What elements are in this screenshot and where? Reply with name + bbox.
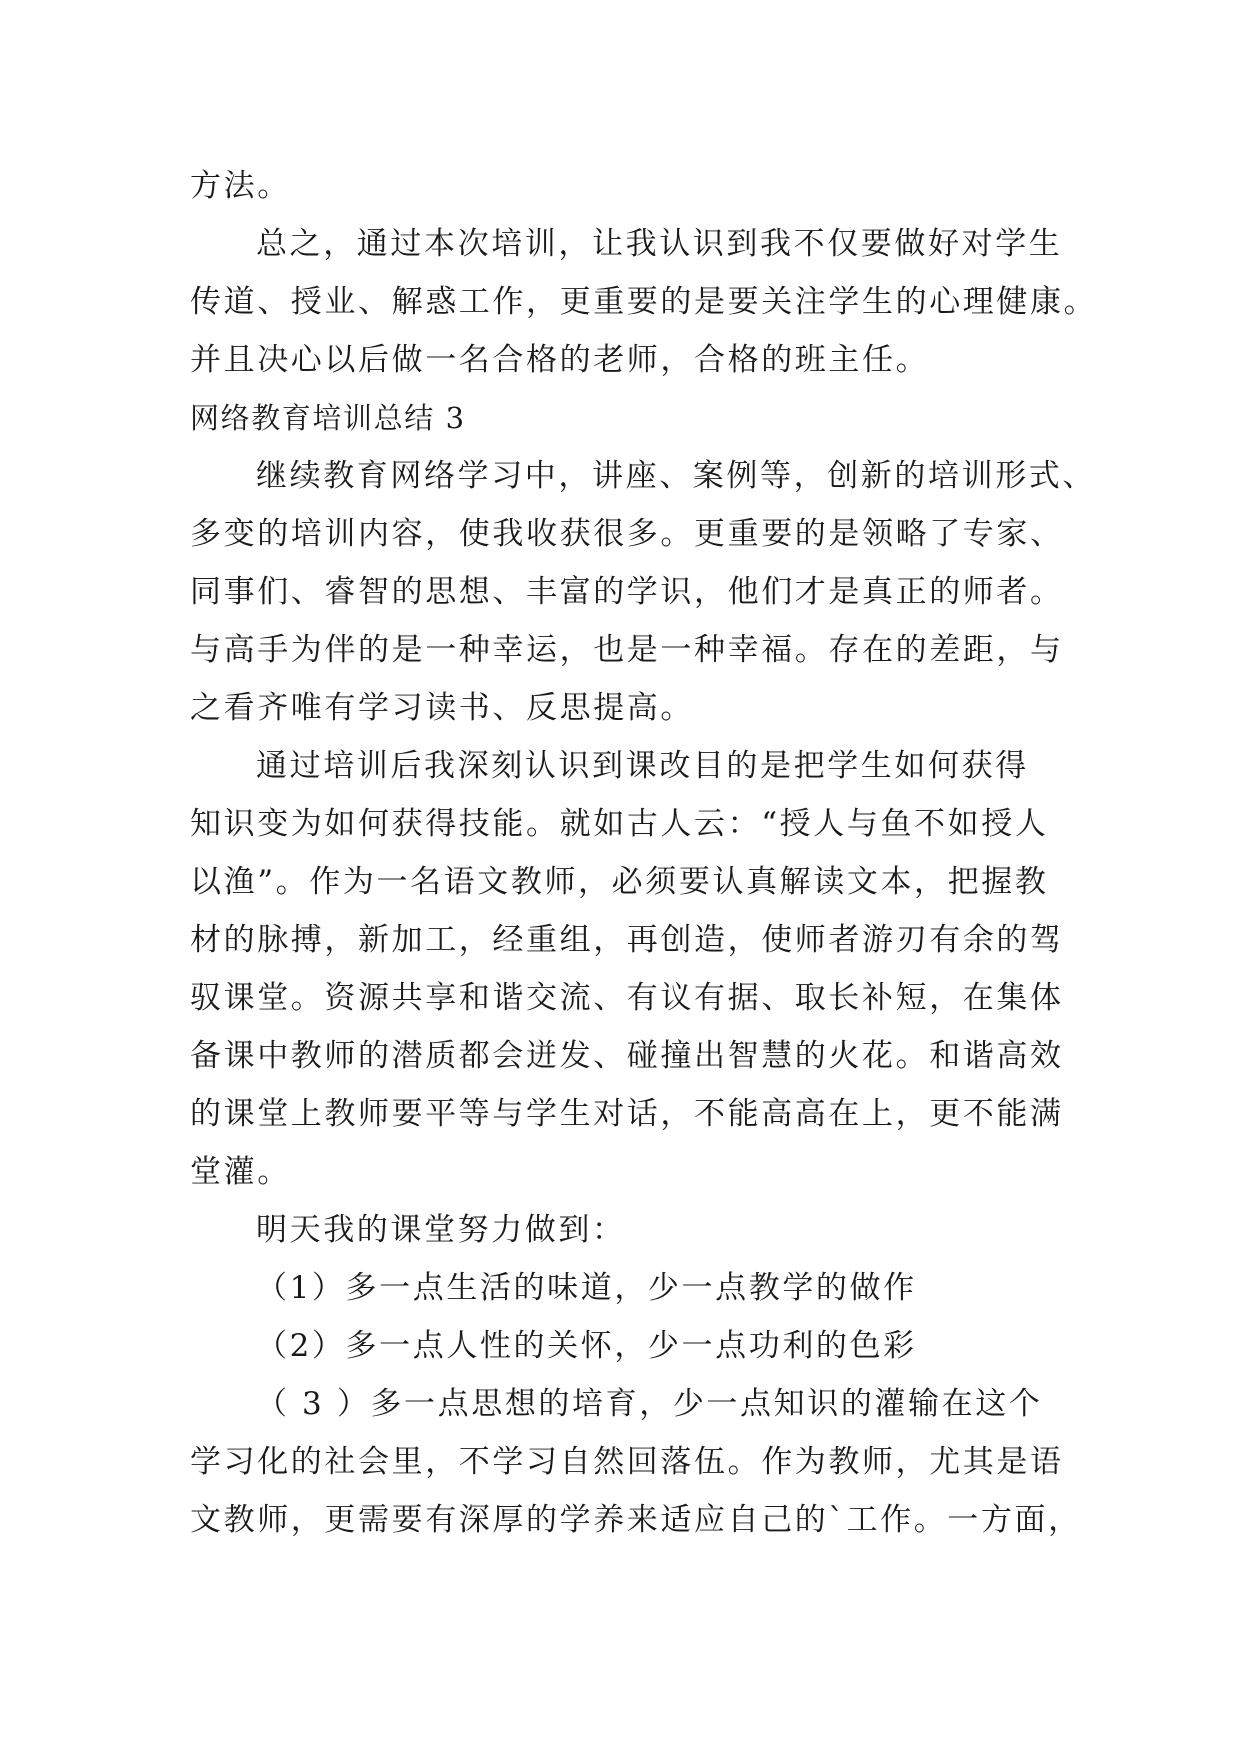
text-line: 多变的培训内容，使我收获很多。更重要的是领略了专家、 [190,516,1064,552]
text-line: 与高手为伴的是一种幸运，也是一种幸福。存在的差距，与 [190,632,1064,668]
text-line: 文教师，更需要有深厚的学养来适应自己的`工作。一方面， [190,1502,1082,1538]
paragraph-start: 继续教育网络学习中，讲座、案例等，创新的培训形式、 [256,458,1096,494]
text-line: 并且决心以后做一名合格的老师，合格的班主任。 [190,342,930,378]
document-body [190,157,1098,1549]
text-line: 堂灌。 [190,1154,291,1190]
text-line: 知识变为如何获得技能。就如古人云：“授人与鱼不如授人 [190,806,1049,842]
text-line: 传道、授业、解惑工作，更重要的是要关注学生的心理健康。 [190,284,1098,320]
list-item: （1）多一点生活的味道，少一点教学的做作 [256,1270,917,1306]
text-line: 材的脉搏，新加工，经重组，再创造，使师者游刃有余的驾 [190,922,1064,958]
text-line: 方法。 [190,168,291,204]
list-item: （ 3 ）多一点思想的培育，少一点知识的灌输在这个 [256,1386,1043,1422]
text-line: 之看齐唯有学习读书、反思提高。 [190,690,694,726]
section-heading: 网络教育培训总结 3 [190,401,466,435]
paragraph-start: 通过培训后我深刻认识到课改目的是把学生如何获得 [256,748,1029,784]
text-line: 的课堂上教师要平等与学生对话，不能高高在上，更不能满 [190,1096,1064,1132]
text-line: 驭课堂。资源共享和谐交流、有议有据、取长补短，在集体 [190,980,1064,1016]
text-line: 同事们、睿智的思想、丰富的学识，他们才是真正的师者。 [190,574,1064,610]
text-line: 以渔”。作为一名语文教师，必须要认真解读文本，把握教 [190,864,1049,900]
list-item: （2）多一点人性的关怀，少一点功利的色彩 [256,1328,917,1364]
text-line: 备课中教师的潜质都会迸发、碰撞出智慧的火花。和谐高效 [190,1038,1064,1074]
paragraph-start: 明天我的课堂努力做到： [256,1212,626,1248]
text-line: 学习化的社会里，不学习自然回落伍。作为教师，尤其是语 [190,1444,1064,1480]
paragraph-start: 总之，通过本次培训，让我认识到我不仅要做好对学生 [256,226,1063,262]
